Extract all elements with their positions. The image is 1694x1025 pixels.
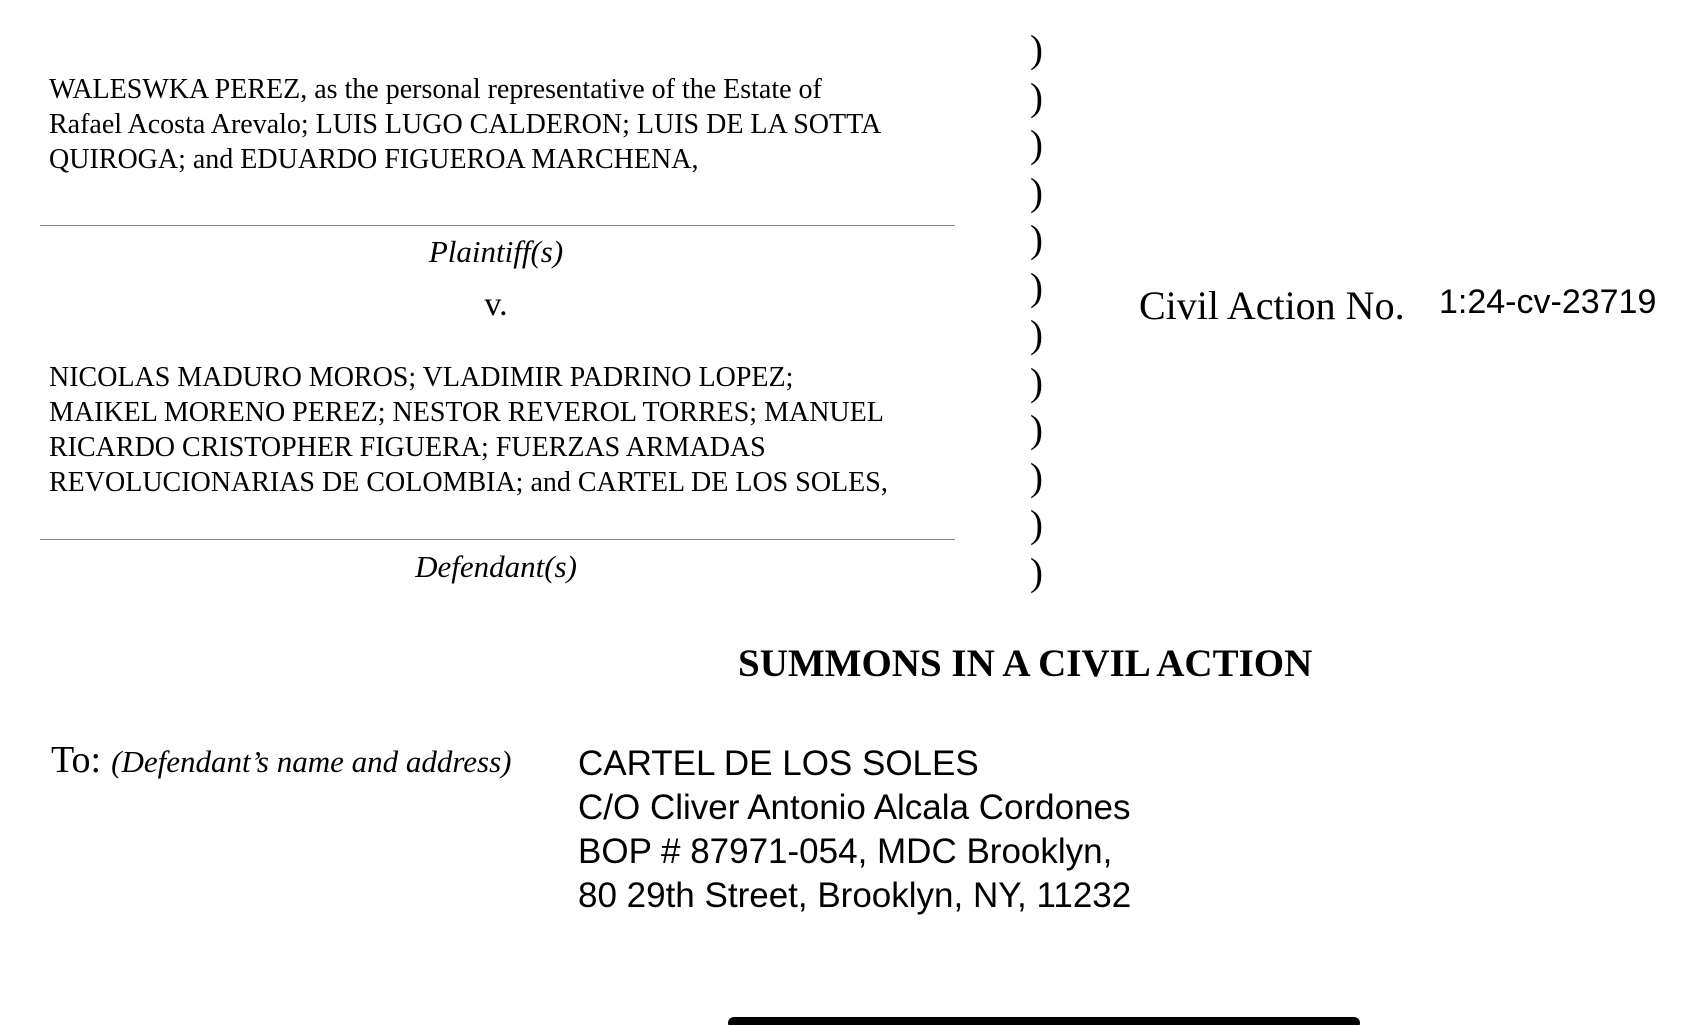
summons-title: SUMMONS IN A CIVIL ACTION [738,642,1313,685]
plaintiffs-line: Rafael Acosta Arevalo; LUIS LUGO CALDERON; LUIS DE LA SOTTA [49,109,882,140]
address-line: 80 29th Street, Brooklyn, NY, 11232 [578,876,1132,915]
defendants-line: MAIKEL MORENO PEREZ; NESTOR REVEROL TORRES; MANUEL [49,397,884,428]
defendants-line: NICOLAS MADURO MOROS; VLADIMIR PADRINO LOPEZ; [49,362,794,393]
to-label: To: [51,739,102,781]
civil-action-number: 1:24-cv-23719 [1439,283,1657,321]
parenthesis: ) [1030,123,1043,166]
parenthesis: ) [1030,28,1043,71]
defendants-names [49,360,888,500]
defendant-name-address-hint: (Defendant’s name and address) [111,744,512,779]
caption-parentheses [1030,26,1043,596]
parenthesis: ) [1030,550,1043,594]
parenthesis: ) [1030,503,1043,546]
parenthesis: ) [1030,408,1043,451]
address-line: CARTEL DE LOS SOLES [578,744,979,783]
defendants-line: REVOLUCIONARIAS DE COLOMBIA; and CARTEL DE LOS SOLES, [49,467,888,498]
parenthesis: ) [1030,218,1043,261]
parenthesis: ) [1030,360,1043,404]
plaintiffs-line: WALESWKA PEREZ, as the personal representative of the Estate of [49,74,822,105]
plaintiffs-names [49,72,881,177]
defendant-label: Defendant(s) [415,549,577,584]
parenthesis: ) [1030,313,1043,356]
plaintiff-label: Plaintiff(s) [428,234,564,269]
versus-label: v. [484,286,508,323]
plaintiffs-divider [40,225,955,226]
home-indicator-bar[interactable] [728,1017,1360,1025]
parenthesis: ) [1030,75,1043,119]
address-line: C/O Cliver Antonio Alcala Cordones [578,788,1131,827]
defendants-divider [40,539,955,540]
civil-action-label: Civil Action No. [1139,283,1405,328]
plaintiffs-line: QUIROGA; and EDUARDO FIGUEROA MARCHENA, [49,144,699,175]
defendants-line: RICARDO CRISTOPHER FIGUERA; FUERZAS ARMADAS [49,432,766,463]
address-line: BOP # 87971-054, MDC Brooklyn, [578,832,1113,871]
recipient-heading [51,738,512,782]
parenthesis: ) [1030,265,1043,309]
parenthesis: ) [1030,170,1043,214]
parenthesis: ) [1030,455,1043,499]
recipient-address [578,742,1131,918]
